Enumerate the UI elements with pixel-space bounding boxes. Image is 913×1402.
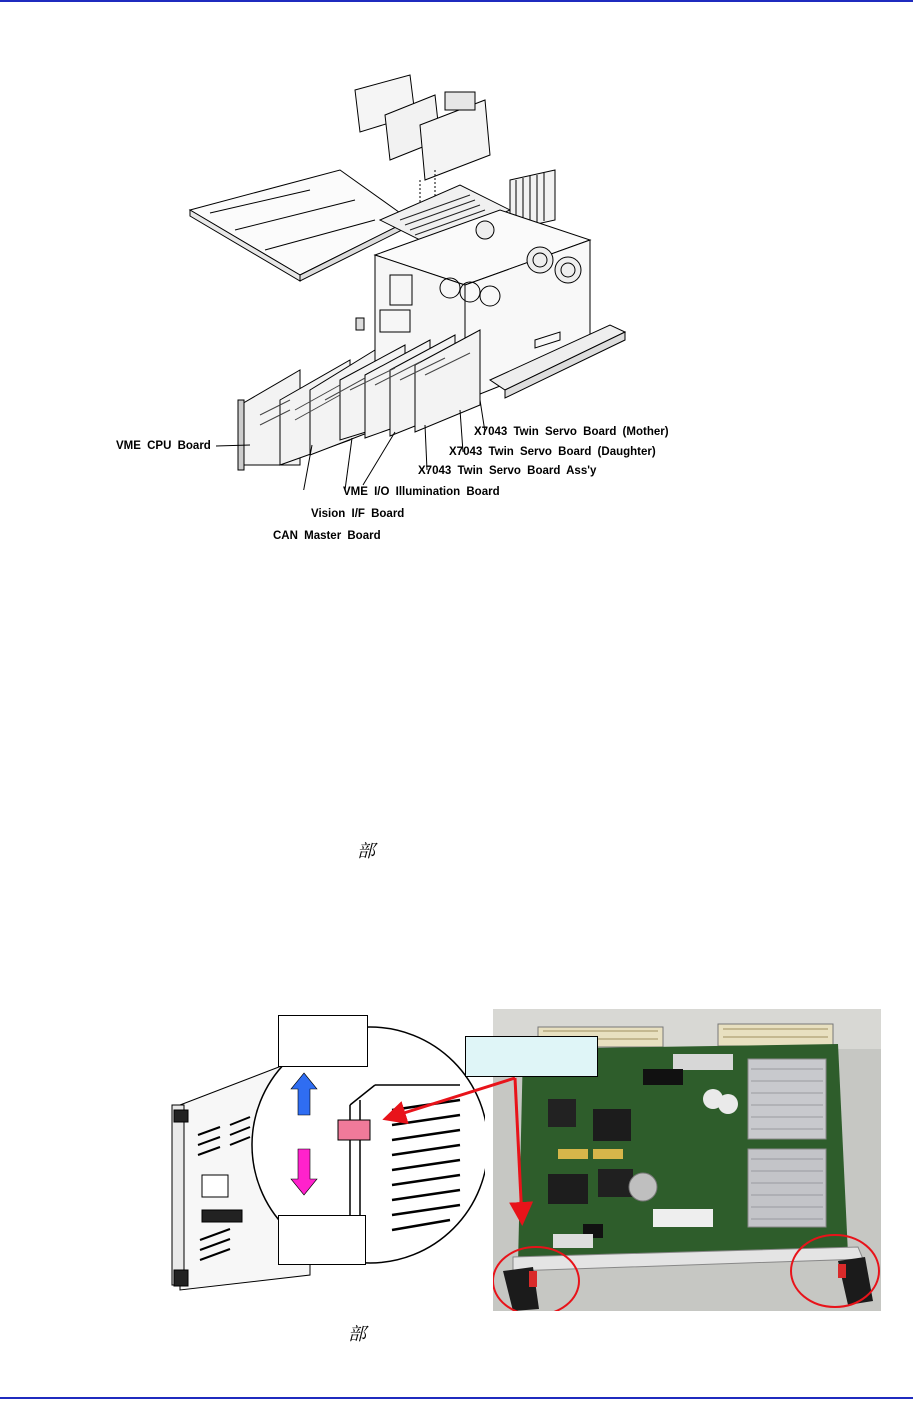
label-twin-servo-daughter: X7043 Twin Servo Board (Daughter) (449, 446, 656, 458)
footer-rule (0, 1397, 913, 1399)
label-twin-servo-assy: X7043 Twin Servo Board Ass'y (418, 465, 597, 477)
ejector-callout-box (465, 1036, 598, 1077)
figure-caption-2: 部 (348, 1324, 366, 1345)
pointer-arrows (360, 1060, 540, 1230)
header-rule (0, 0, 913, 2)
label-vme-cpu-board: VME CPU Board (116, 440, 211, 452)
label-vme-io-illumination: VME I/O Illumination Board (343, 486, 500, 498)
label-vision-if-board: Vision I/F Board (311, 508, 405, 520)
push-down-label-box (278, 1215, 366, 1265)
label-can-master-board: CAN Master Board (273, 530, 381, 542)
push-up-label-box (278, 1015, 368, 1067)
figure-caption-1: 部 (357, 841, 375, 862)
label-twin-servo-mother: X7043 Twin Servo Board (Mother) (474, 426, 669, 438)
